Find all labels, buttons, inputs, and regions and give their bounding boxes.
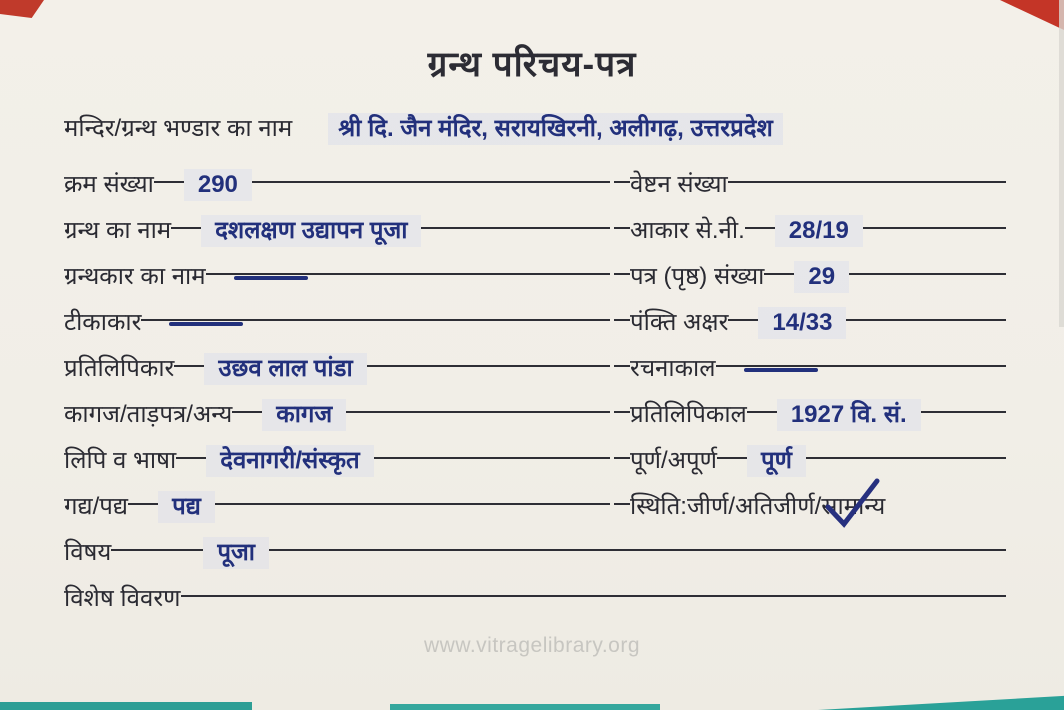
field-label: वेष्टन संख्या — [630, 171, 728, 198]
form-row — [614, 353, 1006, 399]
empty-dash-mark — [169, 322, 243, 326]
field-label: ग्रन्थकार का नाम — [64, 263, 206, 290]
form-grid — [64, 169, 1006, 537]
fill-line — [269, 537, 1006, 551]
field-value: दशलक्षण उद्यापन पूजा — [201, 215, 421, 247]
field-value: 29 — [794, 261, 849, 293]
field-label: पत्र (पृष्ठ) संख्या — [630, 263, 765, 290]
bottom-rows — [64, 537, 1006, 629]
fill-line-segment — [232, 399, 262, 413]
fill-line-segment — [747, 399, 777, 413]
fill-line-segment — [111, 537, 203, 551]
fill-line-segment — [174, 353, 204, 367]
form-row — [64, 445, 610, 491]
field-value: पद्य — [158, 491, 215, 523]
header-label: मन्दिर/ग्रन्थ भण्डार का नाम — [64, 115, 293, 142]
fill-line — [728, 169, 1006, 183]
right-column — [614, 169, 1006, 537]
fill-line — [252, 169, 610, 183]
fill-line-lead — [614, 169, 630, 183]
form-row — [614, 169, 1006, 215]
fill-line — [141, 307, 610, 321]
fill-line — [849, 261, 1006, 275]
field-label: गद्य/पद्य — [64, 493, 129, 520]
fill-line — [421, 215, 610, 229]
field-value: देवनागरी/संस्कृत — [206, 445, 374, 477]
field-value: 1927 वि. सं. — [777, 399, 921, 431]
field-label: कागज/ताड़पत्र/अन्य — [64, 401, 233, 428]
fill-line — [806, 445, 1006, 459]
field-label: विशेष विवरण — [64, 585, 181, 612]
field-value: 28/19 — [775, 215, 863, 247]
fill-line-lead — [614, 399, 630, 413]
fill-line — [367, 353, 610, 367]
fill-line — [181, 583, 1007, 597]
fill-line-lead — [614, 307, 630, 321]
form-row — [64, 215, 610, 261]
form-row — [614, 307, 1006, 353]
condition-option-text: सामान्य — [821, 493, 886, 520]
field-label: क्रम संख्या — [64, 171, 154, 198]
field-label: प्रतिलिपिकाल — [630, 401, 747, 428]
field-label: रचनाकाल — [630, 355, 716, 382]
form-row — [614, 215, 1006, 261]
fill-line-lead — [614, 261, 630, 275]
fill-line-segment — [764, 261, 794, 275]
empty-dash-mark — [744, 368, 818, 372]
watermark-text: www.vitragelibrary.org — [423, 634, 641, 657]
fill-line-lead — [614, 353, 630, 367]
form-row — [64, 583, 1006, 629]
field-label: लिपि व भाषा — [64, 447, 177, 474]
fill-line-lead — [614, 445, 630, 459]
fill-line — [863, 215, 1006, 229]
fill-line — [921, 399, 1006, 413]
form-row — [614, 399, 1006, 445]
fill-line-segment — [717, 445, 747, 459]
field-value: पूर्ण — [747, 445, 806, 477]
form-row — [64, 399, 610, 445]
page-title: ग्रन्थ परिचय-पत्र — [427, 45, 637, 84]
header-value: श्री दि. जैन मंदिर, सरायखिरनी, अलीगढ़, उत्तरप्रदेश — [328, 113, 783, 145]
field-label: पूर्ण/अपूर्ण — [630, 447, 717, 474]
fill-line — [716, 353, 1006, 367]
fill-line-segment — [176, 445, 206, 459]
field-label: ग्रन्थ का नाम — [64, 217, 172, 244]
field-label: पंक्ति अक्षर — [630, 309, 729, 336]
fill-line — [346, 399, 610, 413]
field-value: कागज — [262, 399, 346, 431]
fill-line-lead — [614, 491, 630, 505]
scan-artifact-teal-bottom-right — [818, 694, 1064, 710]
condition-row — [614, 491, 1006, 537]
condition-checked-option — [821, 491, 885, 523]
field-label: टीकाकार — [64, 309, 142, 336]
fill-line-segment — [154, 169, 184, 183]
scan-artifact-teal-bottom-middle — [390, 704, 660, 710]
empty-dash-mark — [234, 276, 308, 280]
condition-label-prefix: स्थिति:जीर्ण/अतिजीर्ण/ — [630, 493, 822, 520]
scan-artifact-right-edge — [1059, 0, 1064, 327]
form-row — [64, 491, 610, 537]
field-value: 14/33 — [758, 307, 846, 339]
header-row — [64, 113, 1006, 157]
form-row — [64, 169, 610, 215]
fill-line-segment — [128, 491, 158, 505]
field-label: आकार से.नी. — [630, 217, 745, 244]
fill-line-segment — [171, 215, 201, 229]
field-value: पूजा — [203, 537, 269, 569]
fill-line — [846, 307, 1006, 321]
field-value: उछव लाल पांडा — [204, 353, 366, 385]
form-row — [64, 353, 610, 399]
form-row — [64, 537, 1006, 583]
field-label: प्रतिलिपिकार — [64, 355, 175, 382]
fill-line-segment — [745, 215, 775, 229]
scan-artifact-teal-bottom-left — [0, 702, 252, 710]
form-row — [64, 261, 610, 307]
form-row — [64, 307, 610, 353]
fill-line — [374, 445, 610, 459]
fill-line-segment — [728, 307, 758, 321]
field-label: विषय — [64, 539, 112, 566]
fill-line-lead — [614, 215, 630, 229]
form-row — [614, 261, 1006, 307]
form-row — [614, 445, 1006, 491]
fill-line — [206, 261, 610, 275]
field-value: 290 — [184, 169, 252, 201]
left-column — [64, 169, 614, 537]
fill-line — [215, 491, 610, 505]
